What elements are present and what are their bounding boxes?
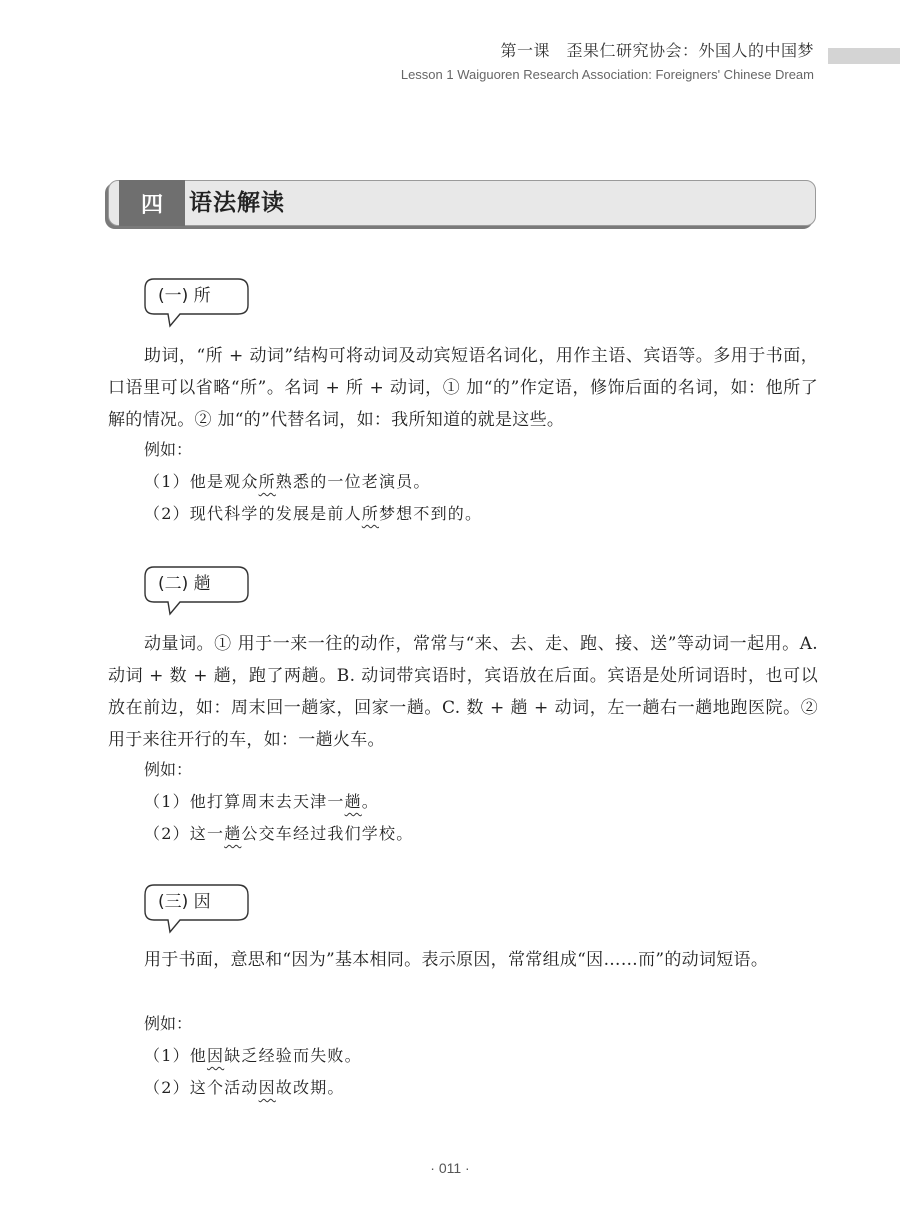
header-title-cn: 第一课 歪果仁研究协会：外国人的中国梦 <box>500 41 814 60</box>
example-sentence: （2）现代科学的发展是前人所梦想不到的。 <box>144 504 483 523</box>
example-label: 例如： <box>144 440 193 459</box>
example-label: 例如： <box>144 1014 193 1033</box>
keyword-highlight: 因 <box>206 1046 225 1065</box>
keyword-highlight: 所 <box>361 504 379 523</box>
keyword-highlight: 趟 <box>344 792 362 811</box>
item-label: (一) 所 <box>158 286 211 306</box>
section-title: 语法解读 <box>189 190 285 216</box>
page-number: · 011 · <box>430 1160 470 1176</box>
keyword-highlight: 因 <box>258 1078 276 1097</box>
example-sentence: （2）这个活动因故改期。 <box>144 1078 345 1097</box>
running-header <box>401 38 814 82</box>
example-sentence: （1）他打算周末去天津一趟。 <box>144 792 379 811</box>
header-edge-tab <box>828 48 900 64</box>
example-sentence: （1）他因缺乏经验而失败。 <box>144 1046 362 1065</box>
explanation-paragraph: 动量词。① 用于一来一往的动作，常常与“来、去、走、跑、接、送”等动词一起用。A. 动词 + 数 + 趟，跑了两趟。B. 动词带宾语时，宾语放在后面。宾语是处所词语时，也可以放在前边，如：周末回一趟家，回家一趟。C. 数 + 趟 + 动词，左一趟右一趟地跑医院。② 用于来往开行的车，如：一趟火车。 <box>108 634 818 750</box>
item-label-bubble <box>144 884 248 920</box>
item-label-bubble <box>144 278 248 314</box>
item-label: (二) 趟 <box>158 574 211 594</box>
section-number: 四 <box>119 180 185 226</box>
item-label: (三) 因 <box>158 892 211 912</box>
example-label: 例如： <box>144 760 193 779</box>
example-sentence: （1）他是观众所熟悉的一位老演员。 <box>144 472 431 491</box>
example-sentence: （2）这一趟公交车经过我们学校。 <box>144 824 414 843</box>
item-label-bubble <box>144 566 248 602</box>
header-title-en: Lesson 1 Waiguoren Research Association: Foreigners' Chinese Dream <box>400 67 814 82</box>
section-heading <box>108 180 816 226</box>
explanation-paragraph: 用于书面，意思和“因为”基本相同。表示原因，常常组成“因……而”的动词短语。 <box>144 950 769 970</box>
keyword-highlight: 趟 <box>224 824 242 843</box>
explanation-paragraph: 助词，“所 + 动词”结构可将动词及动宾短语名词化，用作主语、宾语等。多用于书面，口语里可以省略“所”。名词 + 所 + 动词，① 加“的”作定语，修饰后面的名词，如：他所了解的情况。② 加“的”代替名词，如：我所知道的就是这些。 <box>108 346 818 430</box>
keyword-highlight: 所 <box>258 472 276 491</box>
